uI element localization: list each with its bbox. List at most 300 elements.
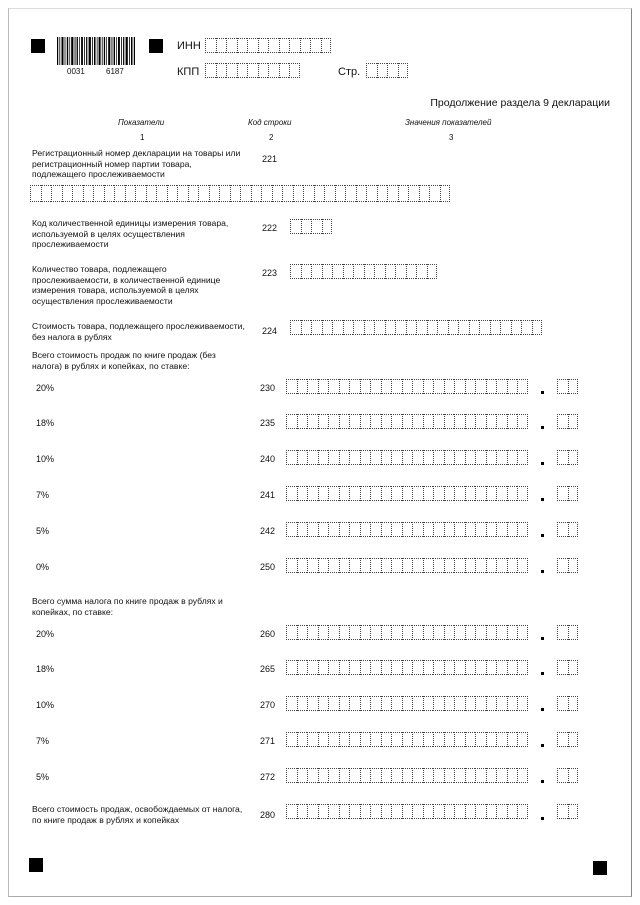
input-cell[interactable] [339,486,350,501]
input-cell[interactable] [475,379,486,394]
input-cell[interactable] [286,379,297,394]
input-cell[interactable] [349,522,360,537]
input-cell[interactable] [339,558,350,573]
input-cell[interactable] [289,63,300,78]
input-cell[interactable] [261,185,272,202]
input-cell[interactable] [387,63,398,78]
input-cell[interactable] [423,625,434,640]
input-cell[interactable] [370,379,381,394]
input-cell[interactable] [360,804,371,819]
rubles-input[interactable] [286,522,528,537]
input-cell[interactable] [454,558,465,573]
field-223-input[interactable] [290,264,437,279]
kpp-field[interactable] [205,63,300,78]
kopecks-input[interactable] [557,450,578,465]
input-cell[interactable] [454,732,465,747]
input-cell[interactable] [486,804,497,819]
input-cell[interactable] [322,264,333,279]
input-cell[interactable] [517,558,528,573]
input-cell[interactable] [568,450,579,465]
input-cell[interactable] [321,38,332,53]
input-cell[interactable] [465,768,476,783]
input-cell[interactable] [423,660,434,675]
input-cell[interactable] [370,450,381,465]
input-cell[interactable] [391,732,402,747]
input-cell[interactable] [72,185,83,202]
input-cell[interactable] [360,625,371,640]
input-cell[interactable] [568,379,579,394]
input-cell[interactable] [412,450,423,465]
input-cell[interactable] [293,185,304,202]
input-cell[interactable] [307,450,318,465]
input-cell[interactable] [286,522,297,537]
input-cell[interactable] [465,486,476,501]
input-cell[interactable] [286,660,297,675]
input-cell[interactable] [408,185,419,202]
input-cell[interactable] [335,185,346,202]
input-cell[interactable] [496,522,507,537]
input-cell[interactable] [307,625,318,640]
input-cell[interactable] [444,768,455,783]
input-cell[interactable] [268,38,279,53]
input-cell[interactable] [517,379,528,394]
input-cell[interactable] [286,768,297,783]
input-cell[interactable] [568,522,579,537]
rubles-input[interactable] [286,732,528,747]
input-cell[interactable] [465,450,476,465]
input-cell[interactable] [247,63,258,78]
kopecks-input[interactable] [557,414,578,429]
input-cell[interactable] [496,558,507,573]
field-224-input[interactable] [290,320,542,335]
input-cell[interactable] [391,696,402,711]
input-cell[interactable] [370,414,381,429]
input-cell[interactable] [318,696,329,711]
input-cell[interactable] [465,558,476,573]
input-cell[interactable] [517,414,528,429]
input-cell[interactable] [423,768,434,783]
input-cell[interactable] [465,660,476,675]
input-cell[interactable] [454,768,465,783]
input-cell[interactable] [339,804,350,819]
input-cell[interactable] [517,486,528,501]
input-cell[interactable] [433,804,444,819]
input-cell[interactable] [307,379,318,394]
input-cell[interactable] [444,450,455,465]
input-cell[interactable] [486,414,497,429]
input-cell[interactable] [328,414,339,429]
input-cell[interactable] [290,264,301,279]
input-cell[interactable] [507,414,518,429]
input-cell[interactable] [356,185,367,202]
input-cell[interactable] [307,558,318,573]
input-cell[interactable] [517,696,528,711]
input-cell[interactable] [360,414,371,429]
input-cell[interactable] [454,696,465,711]
input-cell[interactable] [448,320,459,335]
input-cell[interactable] [444,414,455,429]
input-cell[interactable] [557,804,568,819]
input-cell[interactable] [167,185,178,202]
input-cell[interactable] [402,696,413,711]
input-cell[interactable] [475,486,486,501]
input-cell[interactable] [454,522,465,537]
input-cell[interactable] [300,38,311,53]
input-cell[interactable] [216,38,227,53]
input-cell[interactable] [402,732,413,747]
input-cell[interactable] [83,185,94,202]
input-cell[interactable] [251,185,262,202]
rubles-input[interactable] [286,660,528,675]
input-cell[interactable] [402,414,413,429]
input-cell[interactable] [377,185,388,202]
input-cell[interactable] [311,219,322,234]
input-cell[interactable] [381,804,392,819]
input-cell[interactable] [374,264,385,279]
input-cell[interactable] [349,696,360,711]
input-cell[interactable] [568,486,579,501]
input-cell[interactable] [205,63,216,78]
input-cell[interactable] [433,732,444,747]
input-cell[interactable] [423,732,434,747]
input-cell[interactable] [370,732,381,747]
input-cell[interactable] [511,320,522,335]
input-cell[interactable] [486,660,497,675]
input-cell[interactable] [423,804,434,819]
input-cell[interactable] [391,414,402,429]
input-cell[interactable] [465,522,476,537]
input-cell[interactable] [322,219,333,234]
input-cell[interactable] [247,38,258,53]
input-cell[interactable] [433,450,444,465]
input-cell[interactable] [454,450,465,465]
input-cell[interactable] [307,522,318,537]
input-cell[interactable] [557,625,568,640]
input-cell[interactable] [423,379,434,394]
input-cell[interactable] [416,264,427,279]
input-cell[interactable] [433,414,444,429]
input-cell[interactable] [297,450,308,465]
input-cell[interactable] [568,558,579,573]
kopecks-input[interactable] [557,768,578,783]
input-cell[interactable] [454,414,465,429]
input-cell[interactable] [496,450,507,465]
input-cell[interactable] [328,486,339,501]
input-cell[interactable] [216,63,227,78]
input-cell[interactable] [402,804,413,819]
input-cell[interactable] [402,660,413,675]
input-cell[interactable] [318,558,329,573]
input-cell[interactable] [568,696,579,711]
input-cell[interactable] [454,379,465,394]
input-cell[interactable] [104,185,115,202]
input-cell[interactable] [427,264,438,279]
input-cell[interactable] [412,625,423,640]
input-cell[interactable] [507,696,518,711]
input-cell[interactable] [465,732,476,747]
input-cell[interactable] [475,732,486,747]
input-cell[interactable] [402,379,413,394]
input-cell[interactable] [521,320,532,335]
input-cell[interactable] [465,625,476,640]
input-cell[interactable] [209,185,220,202]
input-cell[interactable] [402,625,413,640]
input-cell[interactable] [433,486,444,501]
input-cell[interactable] [370,804,381,819]
input-cell[interactable] [370,558,381,573]
input-cell[interactable] [517,522,528,537]
input-cell[interactable] [360,558,371,573]
input-cell[interactable] [301,219,312,234]
input-cell[interactable] [381,558,392,573]
kopecks-input[interactable] [557,732,578,747]
input-cell[interactable] [479,320,490,335]
input-cell[interactable] [339,660,350,675]
input-cell[interactable] [444,522,455,537]
input-cell[interactable] [177,185,188,202]
input-cell[interactable] [557,486,568,501]
input-cell[interactable] [307,696,318,711]
input-cell[interactable] [444,804,455,819]
input-cell[interactable] [226,63,237,78]
kopecks-input[interactable] [557,558,578,573]
input-cell[interactable] [395,320,406,335]
input-cell[interactable] [307,414,318,429]
input-cell[interactable] [437,320,448,335]
input-cell[interactable] [301,264,312,279]
input-cell[interactable] [146,185,157,202]
input-cell[interactable] [370,660,381,675]
input-cell[interactable] [328,660,339,675]
input-cell[interactable] [486,450,497,465]
input-cell[interactable] [433,558,444,573]
kopecks-input[interactable] [557,522,578,537]
input-cell[interactable] [381,660,392,675]
input-cell[interactable] [398,63,409,78]
input-cell[interactable] [377,63,388,78]
input-cell[interactable] [339,450,350,465]
input-cell[interactable] [343,264,354,279]
input-cell[interactable] [230,185,241,202]
rubles-input[interactable] [286,414,528,429]
rubles-input[interactable] [286,379,528,394]
input-cell[interactable] [328,768,339,783]
input-cell[interactable] [412,379,423,394]
input-cell[interactable] [370,696,381,711]
input-cell[interactable] [318,804,329,819]
input-cell[interactable] [433,696,444,711]
input-cell[interactable] [301,320,312,335]
input-cell[interactable] [507,558,518,573]
input-cell[interactable] [349,558,360,573]
input-cell[interactable] [568,660,579,675]
input-cell[interactable] [297,768,308,783]
input-cell[interactable] [349,804,360,819]
input-cell[interactable] [475,522,486,537]
exempt-kopecks-input[interactable] [557,804,578,819]
input-cell[interactable] [307,804,318,819]
kopecks-input[interactable] [557,660,578,675]
input-cell[interactable] [297,625,308,640]
input-cell[interactable] [496,660,507,675]
input-cell[interactable] [454,486,465,501]
input-cell[interactable] [286,450,297,465]
input-cell[interactable] [297,379,308,394]
input-cell[interactable] [339,414,350,429]
input-cell[interactable] [517,768,528,783]
input-cell[interactable] [469,320,480,335]
rubles-input[interactable] [286,768,528,783]
input-cell[interactable] [402,558,413,573]
input-cell[interactable] [557,660,568,675]
input-cell[interactable] [444,486,455,501]
input-cell[interactable] [507,768,518,783]
input-cell[interactable] [328,625,339,640]
input-cell[interactable] [517,625,528,640]
input-cell[interactable] [507,522,518,537]
input-cell[interactable] [475,414,486,429]
input-cell[interactable] [507,804,518,819]
input-cell[interactable] [289,38,300,53]
input-cell[interactable] [360,768,371,783]
input-cell[interactable] [339,768,350,783]
input-cell[interactable] [507,486,518,501]
input-cell[interactable] [496,804,507,819]
input-cell[interactable] [339,379,350,394]
input-cell[interactable] [507,625,518,640]
input-cell[interactable] [318,450,329,465]
input-cell[interactable] [391,804,402,819]
input-cell[interactable] [507,732,518,747]
input-cell[interactable] [486,522,497,537]
input-cell[interactable] [465,414,476,429]
input-cell[interactable] [381,768,392,783]
kopecks-input[interactable] [557,379,578,394]
input-cell[interactable] [412,414,423,429]
input-cell[interactable] [286,696,297,711]
input-cell[interactable] [135,185,146,202]
input-cell[interactable] [219,185,230,202]
input-cell[interactable] [328,804,339,819]
input-cell[interactable] [557,696,568,711]
input-cell[interactable] [454,804,465,819]
input-cell[interactable] [318,522,329,537]
input-cell[interactable] [307,768,318,783]
input-cell[interactable] [496,486,507,501]
input-cell[interactable] [41,185,52,202]
input-cell[interactable] [297,414,308,429]
input-cell[interactable] [568,414,579,429]
input-cell[interactable] [419,185,430,202]
input-cell[interactable] [297,696,308,711]
input-cell[interactable] [360,522,371,537]
input-cell[interactable] [339,625,350,640]
input-cell[interactable] [366,63,377,78]
input-cell[interactable] [395,264,406,279]
input-cell[interactable] [360,450,371,465]
input-cell[interactable] [444,732,455,747]
input-cell[interactable] [557,522,568,537]
input-cell[interactable] [500,320,511,335]
field-222-input[interactable] [290,219,332,234]
input-cell[interactable] [349,660,360,675]
input-cell[interactable] [297,486,308,501]
input-cell[interactable] [297,732,308,747]
input-cell[interactable] [486,379,497,394]
input-cell[interactable] [324,185,335,202]
input-cell[interactable] [318,379,329,394]
kopecks-input[interactable] [557,696,578,711]
input-cell[interactable] [475,768,486,783]
kopecks-input[interactable] [557,625,578,640]
input-cell[interactable] [391,558,402,573]
input-cell[interactable] [364,320,375,335]
input-cell[interactable] [297,522,308,537]
input-cell[interactable] [370,625,381,640]
input-cell[interactable] [568,768,579,783]
input-cell[interactable] [490,320,501,335]
input-cell[interactable] [507,450,518,465]
input-cell[interactable] [360,696,371,711]
input-cell[interactable] [423,522,434,537]
input-cell[interactable] [507,660,518,675]
input-cell[interactable] [297,804,308,819]
input-cell[interactable] [429,185,440,202]
input-cell[interactable] [297,660,308,675]
input-cell[interactable] [433,522,444,537]
input-cell[interactable] [237,38,248,53]
input-cell[interactable] [440,185,451,202]
input-cell[interactable] [496,768,507,783]
input-cell[interactable] [381,414,392,429]
input-cell[interactable] [391,450,402,465]
input-cell[interactable] [332,320,343,335]
input-cell[interactable] [114,185,125,202]
input-cell[interactable] [517,660,528,675]
input-cell[interactable] [318,625,329,640]
input-cell[interactable] [391,522,402,537]
input-cell[interactable] [486,696,497,711]
input-cell[interactable] [349,768,360,783]
input-cell[interactable] [557,768,568,783]
input-cell[interactable] [290,219,301,234]
input-cell[interactable] [568,625,579,640]
input-cell[interactable] [387,185,398,202]
input-cell[interactable] [412,696,423,711]
input-cell[interactable] [486,558,497,573]
input-cell[interactable] [557,732,568,747]
input-cell[interactable] [282,185,293,202]
input-cell[interactable] [391,625,402,640]
input-cell[interactable] [475,558,486,573]
input-cell[interactable] [385,320,396,335]
input-cell[interactable] [532,320,543,335]
input-cell[interactable] [412,660,423,675]
input-cell[interactable] [412,804,423,819]
input-cell[interactable] [303,185,314,202]
input-cell[interactable] [433,660,444,675]
input-cell[interactable] [423,558,434,573]
input-cell[interactable] [391,379,402,394]
rubles-input[interactable] [286,696,528,711]
input-cell[interactable] [406,320,417,335]
input-cell[interactable] [475,660,486,675]
input-cell[interactable] [318,486,329,501]
input-cell[interactable] [496,379,507,394]
rubles-input[interactable] [286,558,528,573]
rubles-input[interactable] [286,486,528,501]
input-cell[interactable] [332,264,343,279]
